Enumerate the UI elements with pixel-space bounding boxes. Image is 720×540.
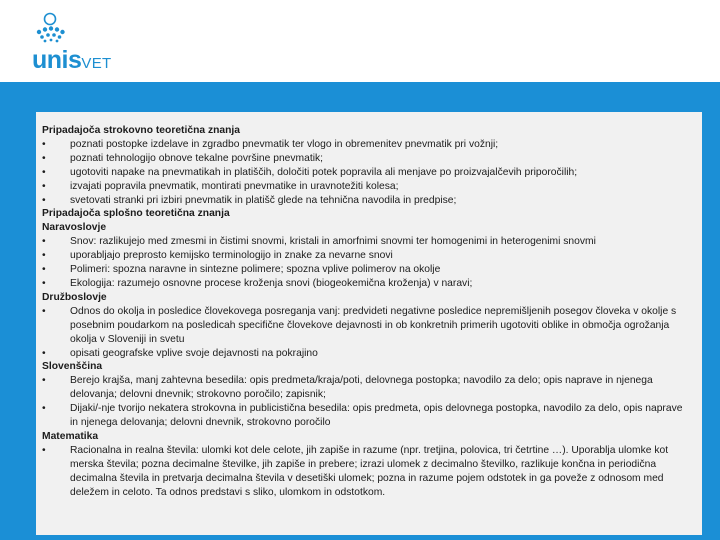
list-item <box>42 402 702 430</box>
list-item <box>42 347 702 361</box>
bullet: • <box>42 194 46 206</box>
list-item-text: poznati tehnologijo obnove tekalne površine pnevmatik; <box>70 152 324 164</box>
list-item <box>42 180 702 194</box>
list-item-text: poznati postopke izdelave in zgradbo pnevmatik ter vlogo in obremenitev pnevmatik pri vožnji; <box>70 138 499 150</box>
list-item <box>42 277 702 291</box>
list-item <box>42 194 702 208</box>
bullet: • <box>42 403 46 415</box>
logo-wordmark <box>32 48 111 73</box>
list-item <box>42 374 702 402</box>
bullet: • <box>42 250 46 262</box>
list-item <box>42 305 702 347</box>
list-item <box>42 235 702 249</box>
list-item-text: Dijaki/-nje tvorijo nekatera strokovna in publicistična besedila: opis predmeta, opis delovnega postopka, navodilo za delo, opis naprave in njenega delovanja; delovni dnevnik, strokovno poročilo <box>70 403 683 429</box>
section-heading: Družboslovje <box>42 291 107 303</box>
list-item-text: Polimeri: spozna naravne in sintezne polimere; spozna vplive polimerov na okolje <box>70 264 441 276</box>
logo-main-text: unis <box>32 46 82 74</box>
list-item <box>42 444 702 500</box>
list-item-text: ugotoviti napake na pnevmatikah in platiščih, določiti potek popravila ali menjave po proizvajalčevih priporočilih; <box>70 166 578 178</box>
bullet: • <box>42 277 46 289</box>
bullet: • <box>42 236 46 248</box>
list-item-text: Ekologija: razumejo osnovne procese kroženja snovi (biogeokemična kroženja) v naravi; <box>70 277 473 289</box>
section-heading: Naravoslovje <box>42 222 107 234</box>
bullet: • <box>42 166 46 178</box>
section-heading: Matematika <box>42 430 99 442</box>
bullet: • <box>42 264 46 276</box>
list-item-text: Racionalna in realna števila: ulomki kot dele celote, jih zapiše in razume (npr. tretjina, polovica, tri četrtine …). Uporablja ulomke kot merska števila; pozna decimalne številke, jih zapiše in prebere; izrazi ulomek z decimalno številko, razlikuje končna in periodična decimalna števila in pretvarja decimalna števila v desetiški ulomek; pozna in razume pojem odstotek in ga poveže z odnosom med deležem in celoto. Ta odnos predstavi s sliko, ulomkom in odstotkom. <box>70 444 669 498</box>
white-dot-marker <box>1 16 9 24</box>
bullet: • <box>42 347 46 359</box>
bullet: • <box>42 375 46 387</box>
content-body <box>42 124 702 499</box>
list-item <box>42 249 702 263</box>
list-item-text: opisati geografske vplive svoje dejavnosti na pokrajino <box>70 347 318 359</box>
list-item <box>42 263 702 277</box>
bullet: • <box>42 444 46 456</box>
list-item-text: Berejo krajša, manj zahtevna besedila: opis predmeta/kraja/poti, delovnega postopka; navodilo za delo; opis naprave in njenega delovanja; delovni dnevnik; strokovno poročilo; zapisnik; <box>70 375 653 401</box>
bullet: • <box>42 152 46 164</box>
list-item-text: svetovati stranki pri izbiri pnevmatik in platišč glede na tehnična navodila in predpise; <box>70 194 457 206</box>
section-heading: Slovenščina <box>42 361 103 373</box>
content-panel <box>36 112 702 535</box>
list-item-text: uporabljajo preprosto kemijsko terminologijo in znake za nevarne snovi <box>70 250 393 262</box>
section-heading: Pripadajoča strokovno teoretična znanja <box>42 125 240 136</box>
list-item <box>42 152 702 166</box>
section-heading: Pripadajoča splošno teoretična znanja <box>42 208 230 220</box>
list-item-text: Odnos do okolja in posledice človekovega posreganja vanj: predvideti negativne posledice nepremišljenih posegov človeka v okolje s posebnim poudarkom na posledicah specifične človekove dejavnosti in ob konkretnih primerih ugotoviti oblike in območja ogrožanja okolja v Sloveniji in svetu <box>70 305 677 345</box>
list-item <box>42 166 702 180</box>
list-item-text: Snov: razlikujejo med zmesmi in čistimi snovmi, kristali in amorfnimi snovmi ter homogenimi in heterogenimi snovmi <box>70 236 596 248</box>
bullet: • <box>42 305 46 317</box>
logo-suffix-text: VET <box>81 55 112 72</box>
logo-figure-icon <box>30 12 70 48</box>
bullet: • <box>42 180 46 192</box>
header <box>0 0 720 82</box>
list-item <box>42 138 702 152</box>
bullet: • <box>42 138 46 150</box>
list-item-text: izvajati popravila pnevmatik, montirati pnevmatike in uravnotežiti kolesa; <box>70 180 399 192</box>
unisvet-logo <box>30 12 140 74</box>
